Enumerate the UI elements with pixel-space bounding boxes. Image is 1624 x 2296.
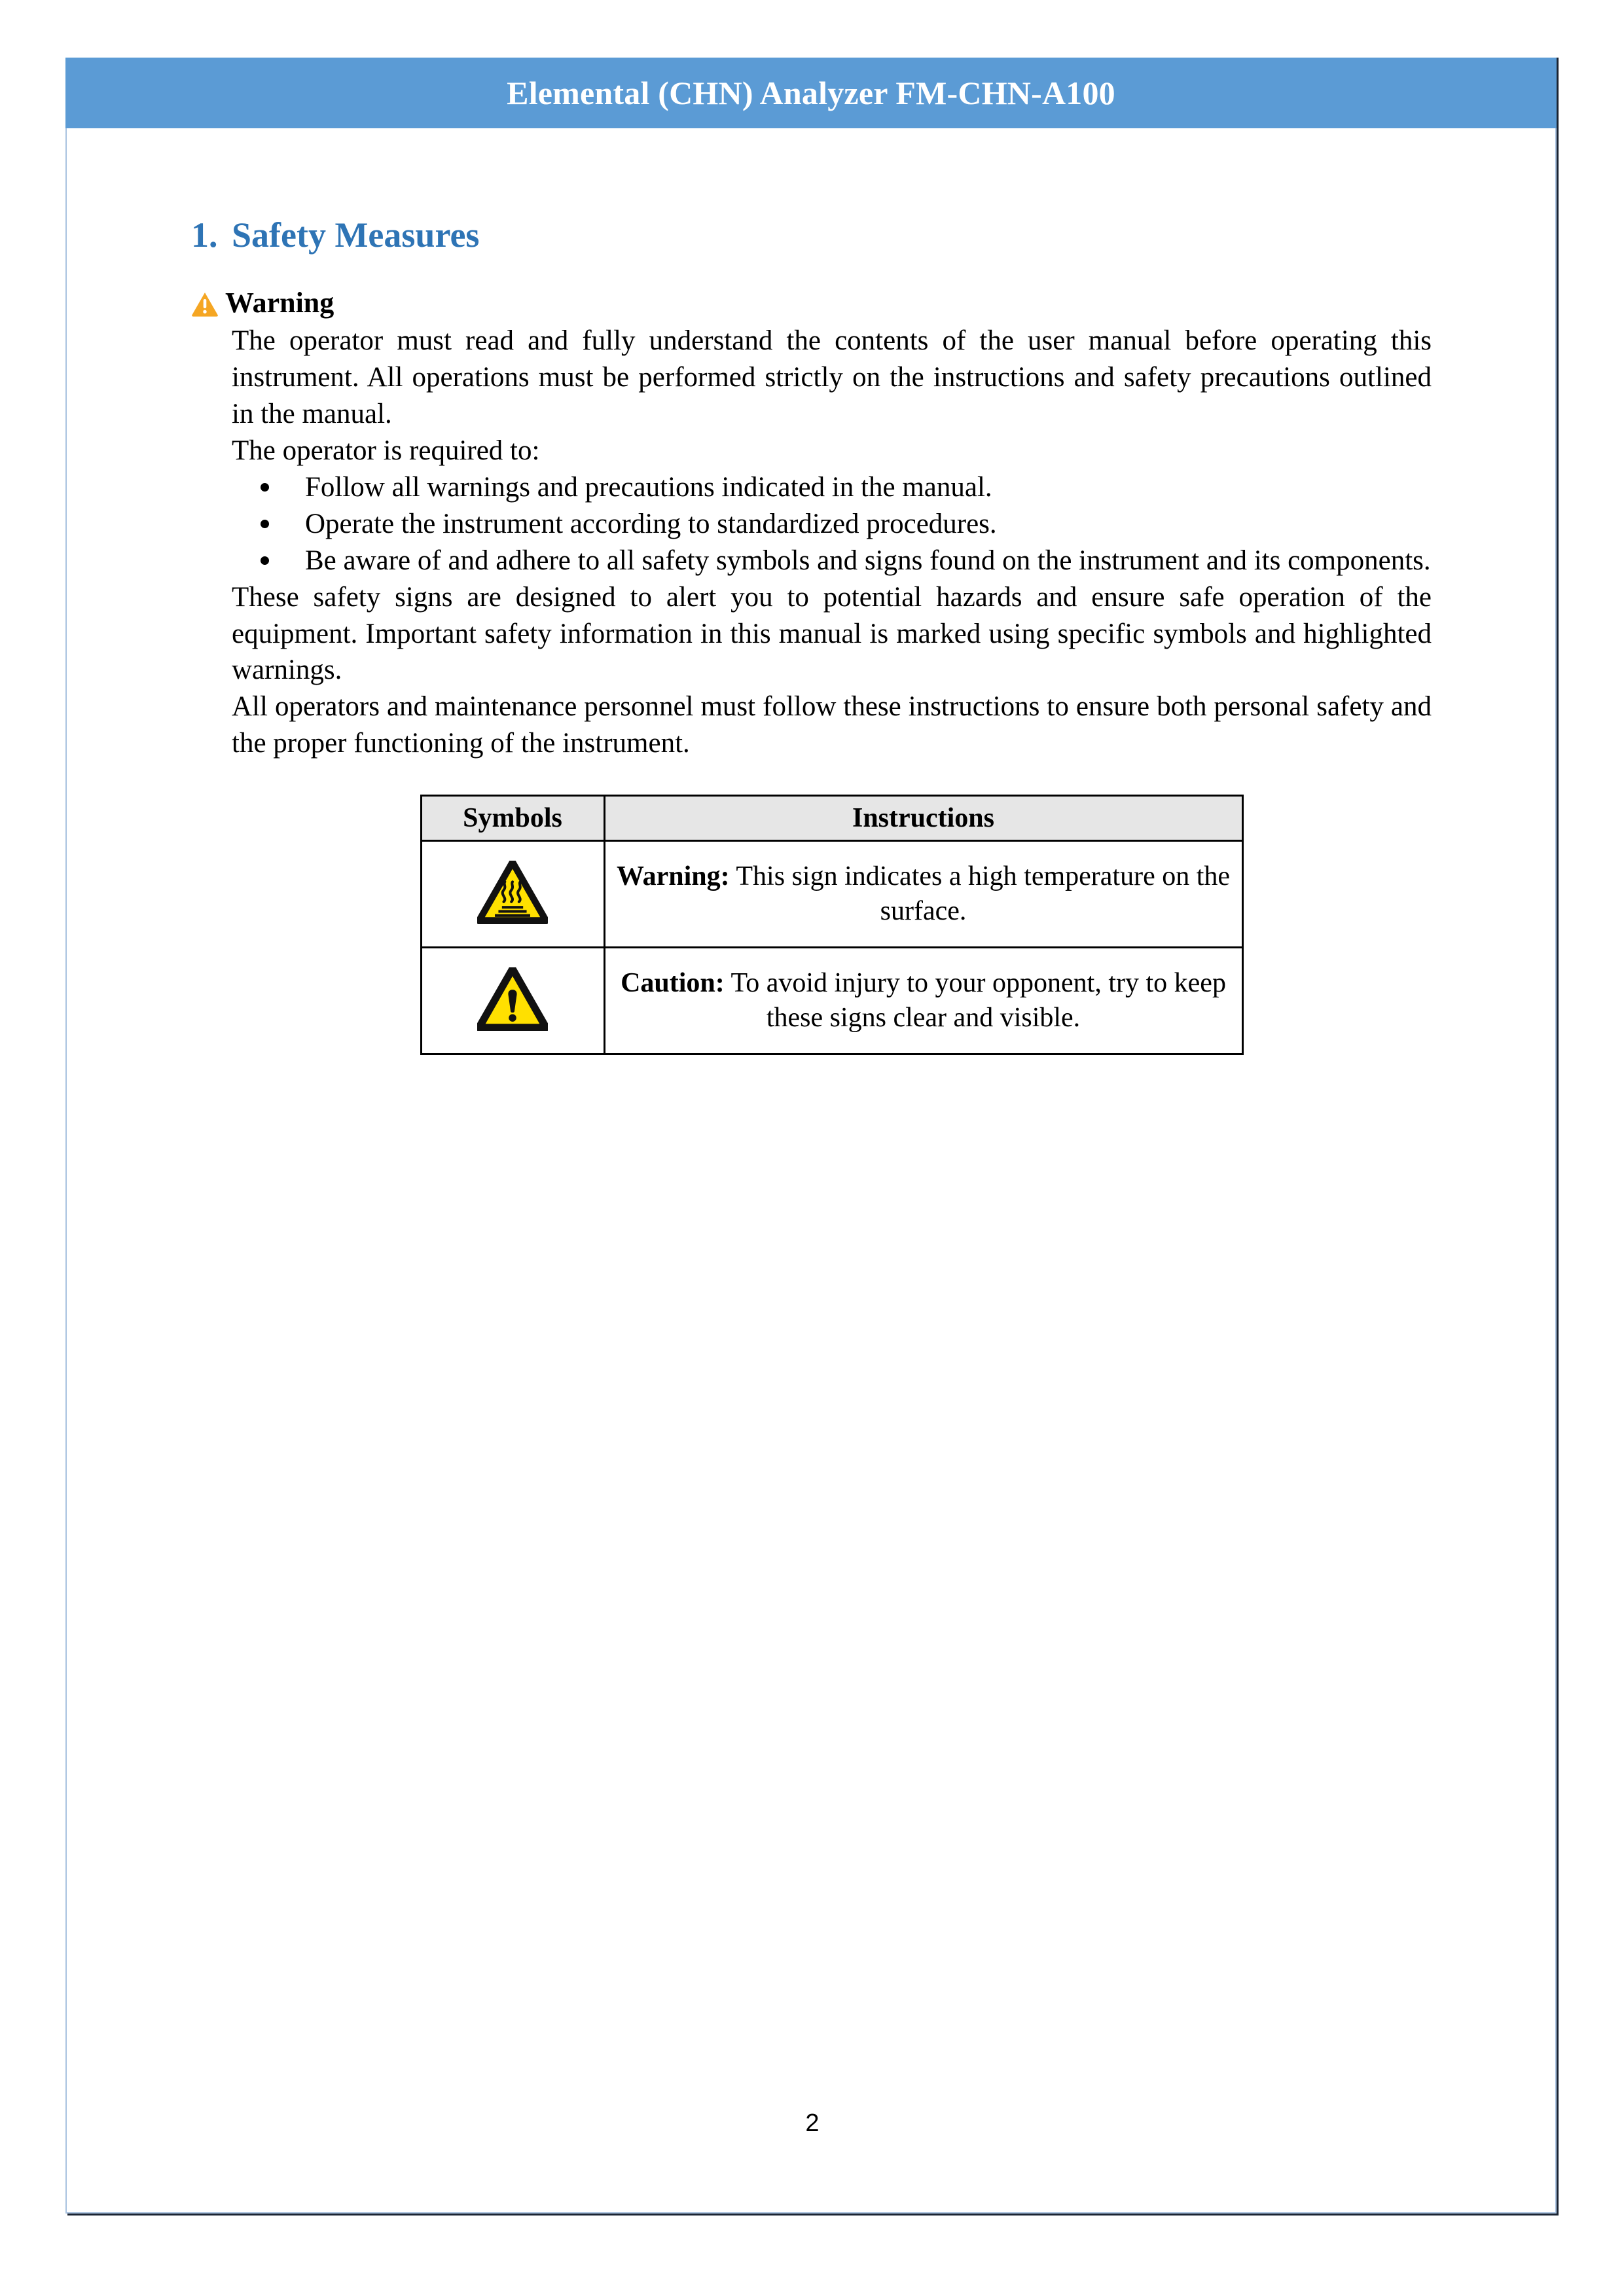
list-item-label: Follow all warnings and precautions indicated in the manual. bbox=[305, 471, 992, 503]
instruction-text: To avoid injury to your opponent, try to keep these signs clear and visible. bbox=[724, 968, 1226, 1033]
table-row bbox=[421, 841, 1242, 948]
document-title: Elemental (CHN) Analyzer FM-CHN-A100 bbox=[507, 75, 1115, 111]
column-header-symbols: Symbols bbox=[421, 796, 604, 841]
list-item bbox=[232, 543, 1432, 579]
instruction-label: Warning: bbox=[616, 861, 730, 892]
section-number: 1. bbox=[191, 215, 218, 255]
section-title: Safety Measures bbox=[232, 215, 480, 255]
instruction-cell-caution bbox=[604, 948, 1242, 1054]
bullet-dot-icon bbox=[261, 483, 269, 492]
table-row bbox=[421, 948, 1242, 1054]
warning-paragraph-2: These safety signs are designed to alert you to potential hazards and ensure safe operation of the equipment. Important safety information in this manual is marked using specific symbols and highlighted warnings. bbox=[232, 581, 1432, 686]
symbols-table-container bbox=[191, 795, 1432, 1055]
operator-required-intro: The operator is required to: bbox=[232, 435, 540, 467]
warning-heading bbox=[191, 286, 1432, 320]
column-header-instructions: Instructions bbox=[604, 796, 1242, 841]
page-frame bbox=[65, 58, 1557, 2214]
warning-triangle-icon bbox=[191, 291, 219, 317]
instruction-cell-warning bbox=[604, 841, 1242, 948]
hot-surface-warning-icon bbox=[477, 916, 548, 927]
symbols-table bbox=[420, 795, 1244, 1055]
list-item-label: Operate the instrument according to standardized procedures. bbox=[305, 508, 997, 539]
operator-requirements-list bbox=[191, 469, 1432, 579]
table-header-row bbox=[421, 796, 1242, 841]
warning-label: Warning bbox=[225, 287, 334, 319]
page-number: 2 bbox=[805, 2109, 820, 2137]
warning-paragraph-1: The operator must read and fully understand the contents of the user manual before operating this instrument. All operations must be performed strictly on the instructions and safety precautions outlined in the manual. bbox=[232, 325, 1432, 430]
general-caution-icon bbox=[477, 1022, 548, 1033]
instruction-label: Caution: bbox=[621, 968, 725, 999]
list-item bbox=[232, 469, 1432, 506]
symbol-cell-hot-surface bbox=[421, 841, 604, 948]
page-title bbox=[191, 216, 1432, 255]
document-header-banner bbox=[65, 58, 1557, 128]
warning-paragraph-3: All operators and maintenance personnel must follow these instructions to ensure both personal safety and the proper functioning of the instrument. bbox=[232, 691, 1432, 759]
bullet-dot-icon bbox=[261, 556, 269, 565]
list-item-label: Be aware of and adhere to all safety symbols and signs found on the instrument and its components. bbox=[305, 545, 1431, 576]
document-content bbox=[191, 216, 1432, 1055]
symbol-cell-caution bbox=[421, 948, 604, 1054]
list-item bbox=[232, 506, 1432, 543]
instruction-text: This sign indicates a high temperature on the surface. bbox=[729, 861, 1231, 927]
bullet-dot-icon bbox=[261, 520, 269, 528]
